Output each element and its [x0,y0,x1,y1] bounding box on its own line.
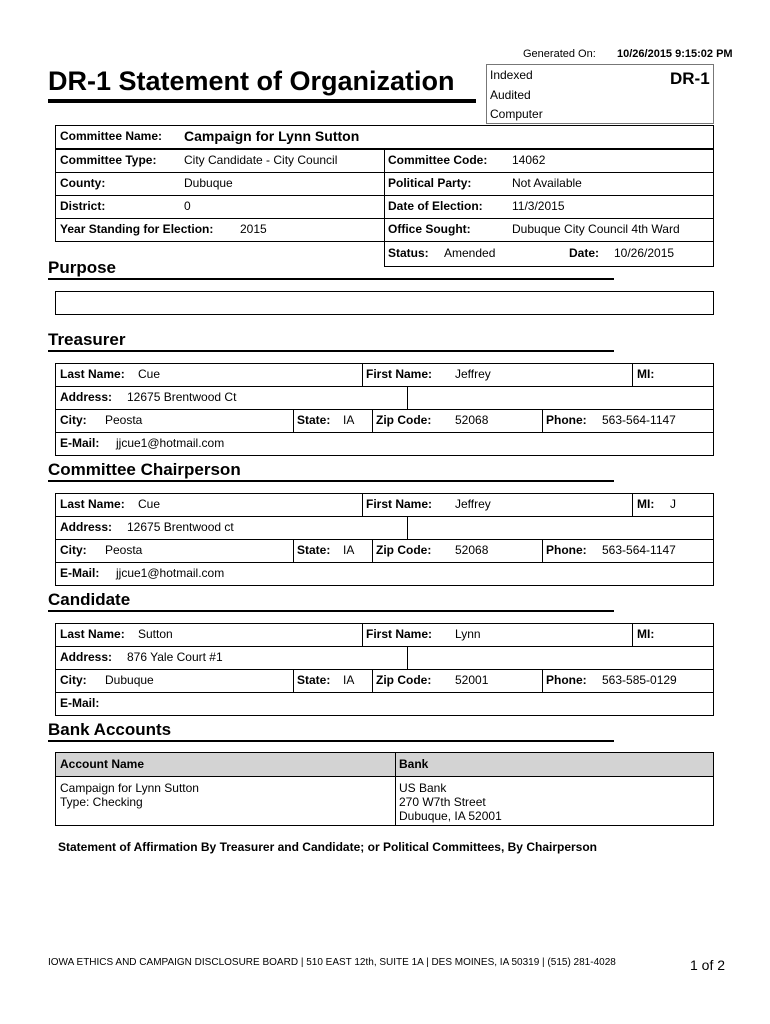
candidate-first-name-label: First Name: [366,627,433,641]
chair-email-label: E-Mail: [60,566,100,580]
office-sought-value: Dubuque City Council 4th Ward [512,222,680,236]
treasurer-state: IA [343,413,355,427]
candidate-address: 876 Yale Court #1 [127,650,223,664]
treasurer-heading: Treasurer [48,330,126,349]
account-name-line1: Campaign for Lynn Sutton [60,781,199,795]
district-label: District: [60,199,106,213]
chair-zip: 52068 [455,543,489,557]
bank-name: US Bank [399,781,447,795]
status-value: Amended [444,246,496,260]
page-number: 1 of 2 [690,957,726,973]
treasurer-last-name: Cue [138,367,161,381]
chair-email: jjcue1@hotmail.com [116,566,225,580]
treasurer-email-label: E-Mail: [60,436,100,450]
title-underline [48,99,476,103]
generated-on-label: Generated On: [523,48,596,60]
candidate-first-name: Lynn [455,627,481,641]
county-label: County: [60,176,106,190]
committee-type-label: Committee Type: [60,153,157,167]
generated-on-value: 10/26/2015 9:15:02 PM [617,48,733,60]
candidate-mi-label: MI: [637,627,655,641]
candidate-last-name-label: Last Name: [60,627,125,641]
county-value: Dubuque [184,176,233,190]
treasurer-zip: 52068 [455,413,489,427]
committee-code-label: Committee Code: [388,153,488,167]
candidate-city-label: City: [60,673,87,687]
year-standing-label: Year Standing for Election: [60,222,214,236]
treasurer-first-name: Jeffrey [455,367,491,381]
committee-name-label: Committee Name: [60,129,163,143]
treasurer-rule [48,350,614,352]
bank-accounts-rule [48,740,614,742]
election-date-value: 11/3/2015 [512,199,565,213]
audited-label: Audited [490,88,531,102]
account-type: Type: Checking [60,795,143,809]
treasurer-city-label: City: [60,413,87,427]
chair-phone-label: Phone: [546,543,587,557]
office-sought-label: Office Sought: [388,222,471,236]
candidate-city: Dubuque [105,673,154,687]
purpose-heading: Purpose [48,258,117,277]
bank-street: 270 W7th Street [399,795,486,809]
year-standing-value: 2015 [240,222,267,236]
treasurer-zip-label: Zip Code: [376,413,432,427]
form-code: DR-1 [670,69,710,88]
candidate-address-label: Address: [60,650,113,664]
chair-last-name-label: Last Name: [60,497,125,511]
chair-mi: J [670,497,676,511]
chair-phone: 563-564-1147 [602,543,676,557]
candidate-state-label: State: [297,673,331,687]
committee-code-value: 14062 [512,153,546,167]
treasurer-first-name-label: First Name: [366,367,433,381]
committee-name-value: Campaign for Lynn Sutton [184,128,360,144]
committee-type-value: City Candidate - City Council [184,153,338,167]
bank-accounts-heading: Bank Accounts [48,720,172,739]
treasurer-email: jjcue1@hotmail.com [116,436,225,450]
status-date-label: Date: [569,246,600,260]
chair-address-label: Address: [60,520,113,534]
election-date-label: Date of Election: [388,199,483,213]
status-date-value: 10/26/2015 [614,246,675,260]
purpose-field [55,291,714,315]
candidate-email-label: E-Mail: [60,696,100,710]
chair-zip-label: Zip Code: [376,543,432,557]
indexed-label: Indexed [490,68,533,82]
chair-last-name: Cue [138,497,161,511]
candidate-last-name: Sutton [138,627,173,641]
treasurer-city: Peosta [105,413,143,427]
treasurer-address: 12675 Brentwood Ct [127,390,237,404]
candidate-phone: 563-585-0129 [602,673,677,687]
treasurer-last-name-label: Last Name: [60,367,125,381]
chair-address: 12675 Brentwood ct [127,520,234,534]
page-title: DR-1 Statement of Organization [48,66,455,96]
treasurer-state-label: State: [297,413,331,427]
chair-first-name-label: First Name: [366,497,433,511]
political-party-label: Political Party: [388,176,472,190]
chair-mi-label: MI: [637,497,655,511]
treasurer-address-label: Address: [60,390,113,404]
candidate-phone-label: Phone: [546,673,587,687]
chair-state: IA [343,543,355,557]
bank-header: Bank [399,757,429,771]
district-value: 0 [184,199,191,213]
candidate-zip-label: Zip Code: [376,673,432,687]
bank-city-state-zip: Dubuque, IA 52001 [399,809,502,823]
bank-table-header [56,753,713,776]
affirmation-statement: Statement of Affirmation By Treasurer and Candidate; or Political Committees, By Chairperson [58,840,597,854]
treasurer-phone: 563-564-1147 [602,413,676,427]
candidate-rule [48,610,614,612]
chairperson-rule [48,480,614,482]
candidate-heading: Candidate [48,590,131,609]
computer-label: Computer [490,107,543,121]
chairperson-heading: Committee Chairperson [48,460,241,479]
chair-first-name: Jeffrey [455,497,491,511]
chair-state-label: State: [297,543,331,557]
account-name-header: Account Name [60,757,145,771]
political-party-value: Not Available [512,176,582,190]
treasurer-mi-label: MI: [637,367,655,381]
status-label: Status: [388,246,429,260]
treasurer-phone-label: Phone: [546,413,587,427]
candidate-state: IA [343,673,355,687]
candidate-zip: 52001 [455,673,489,687]
chair-city: Peosta [105,543,143,557]
footer-address: IOWA ETHICS AND CAMPAIGN DISCLOSURE BOARD | 510 EAST 12th, SUITE 1A | DES MOINES, IA 50319 | (515) 281-4028 [48,957,616,968]
chair-city-label: City: [60,543,87,557]
purpose-rule [48,278,614,280]
